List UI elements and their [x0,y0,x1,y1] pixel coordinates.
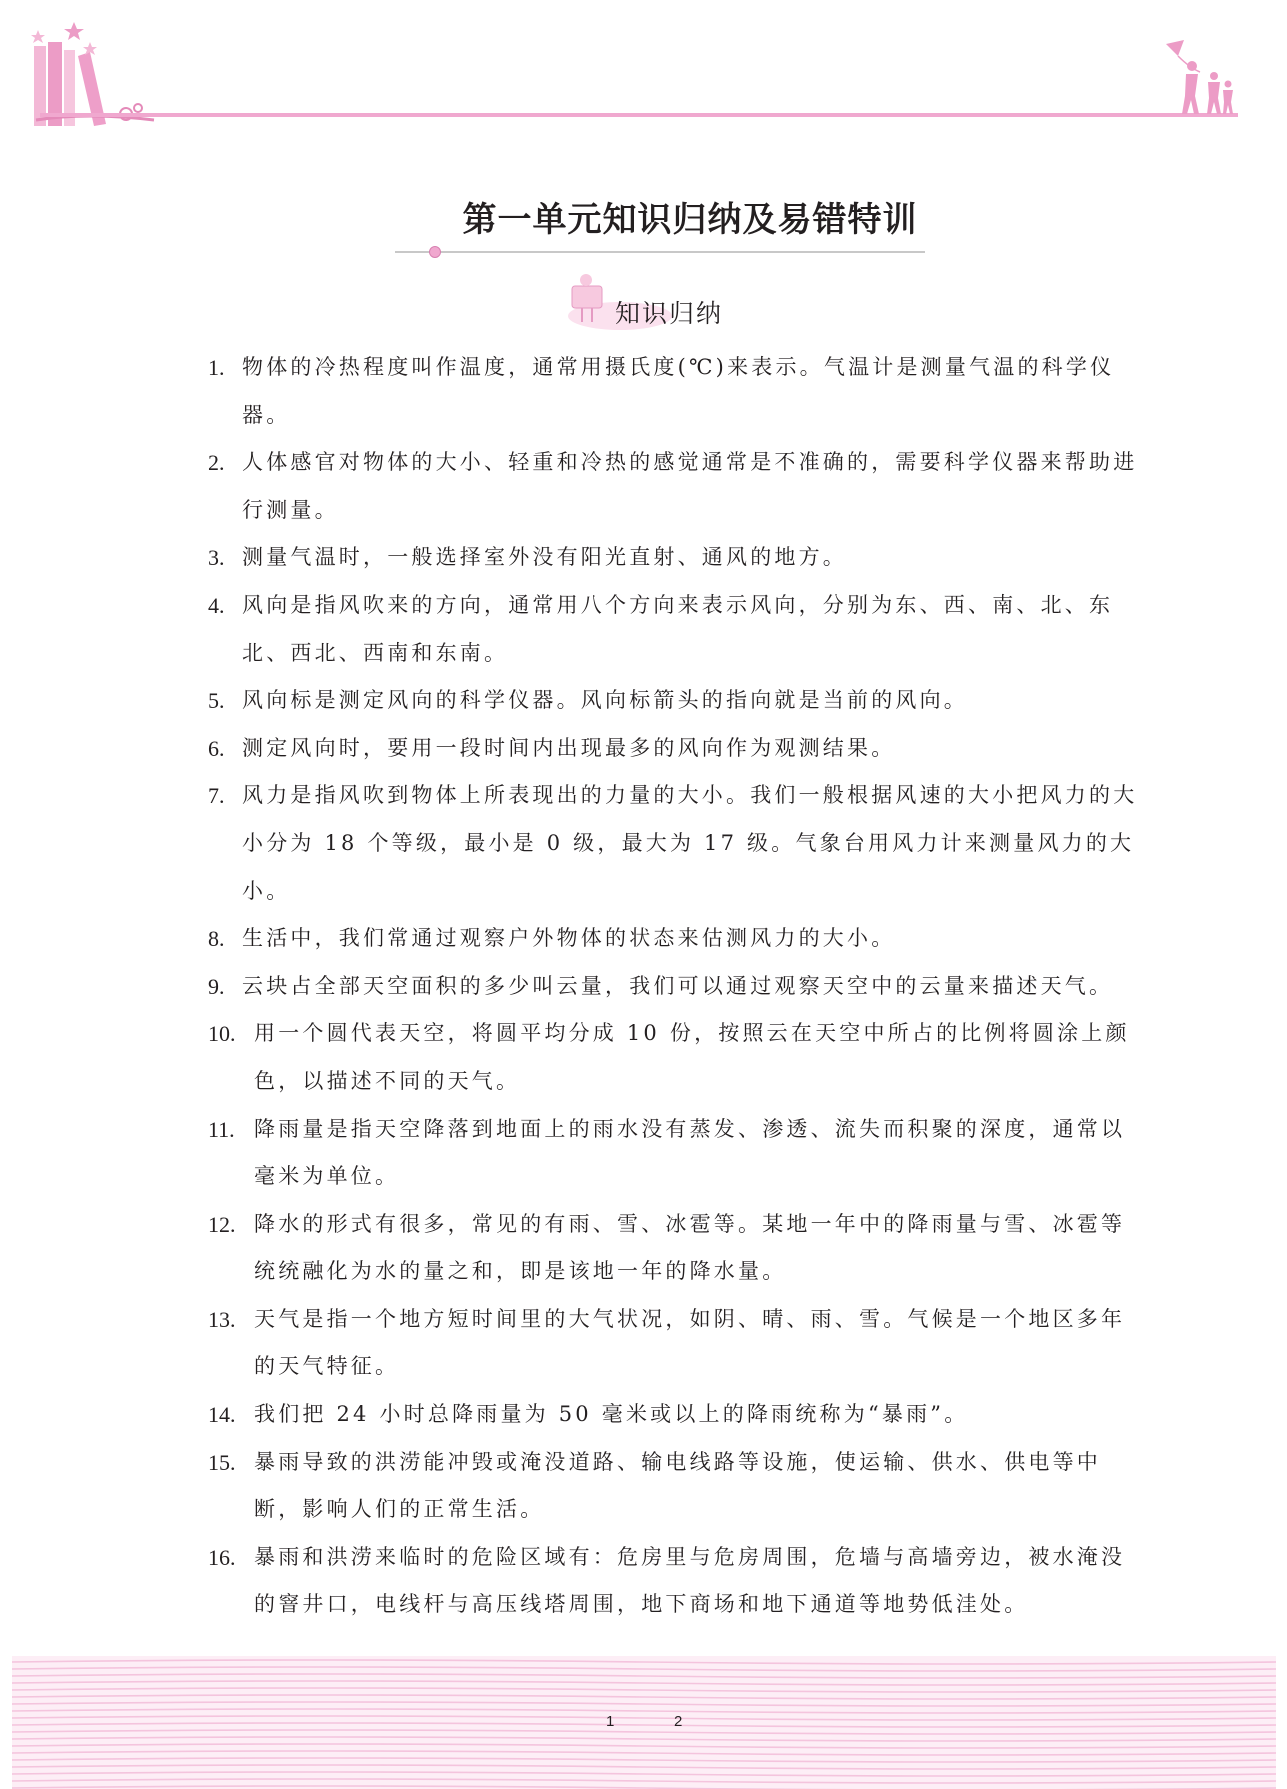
knowledge-list [208,344,1148,1629]
list-item: 8. 生活中，我们常通过观察户外物体的状态来估测风力的大小。 [208,926,896,952]
list-item: 7. 风力是指风吹到物体上所表现出的力量的大小。我们一般根据风速的大小把风力的大小分为 18 个等级，最小是 0 级，最大为 17 级。气象台用风力计来测量风力的大小。 [208,783,1138,903]
list-item: 2. 人体感官对物体的大小、轻重和冷热的感觉通常是不准确的，需要科学仪器来帮助进行测量。 [208,450,1138,522]
page-number-right: 2 [674,1713,683,1730]
list-item: 14. 我们把 24 小时总降雨量为 50 毫米或以上的降雨统称为“暴雨”。 [208,1402,969,1428]
list-item: 4. 风向是指风吹来的方向，通常用八个方向来表示风向，分别为东、西、南、北、东北、西北、西南和东南。 [208,592,1114,665]
title-underline [395,246,925,258]
list-item: 1. 物体的冷热程度叫作温度，通常用摄氏度(℃)来表示。气温计是测量气温的科学仪器。 [208,355,1115,427]
list-item: 12. 降水的形式有很多，常见的有雨、雪、冰雹等。某地一年中的降雨量与雪、冰雹等统统融化为水的量之和，即是该地一年的降水量。 [208,1211,1126,1284]
section-heading [560,270,800,330]
kite-children-icon [1160,38,1240,118]
page-title: 第一单元知识归纳及易错特训 [462,200,918,240]
section-title: 知识归纳 [615,299,724,328]
list-item: 5. 风向标是测定风向的科学仪器。风向标箭头的指向就是当前的风向。 [208,688,968,714]
list-item: 3. 测量气温时，一般选择室外没有阳光直射、通风的地方。 [208,545,847,571]
list-item: 13. 天气是指一个地方短时间里的大气状况，如阴、晴、雨、雪。气候是一个地区多年的天气特征。 [208,1306,1126,1379]
page-number-left: 1 [606,1713,615,1730]
footer-band [12,1656,1276,1789]
list-item: 9. 云块占全部天空面积的多少叫云量，我们可以通过观察天空中的云量来描述天气。 [208,973,1114,999]
header-rule [40,113,1238,117]
list-item: 11. 降雨量是指天空降落到地面上的雨水没有蒸发、渗透、流失而积聚的深度，通常以毫米为单位。 [208,1116,1126,1189]
list-item: 15. 暴雨导致的洪涝能冲毁或淹没道路、输电线路等设施，使运输、供水、供电等中断，影响人们的正常生活。 [208,1449,1101,1522]
title-block [395,198,925,242]
list-item: 6. 测定风向时，要用一段时间内出现最多的风向作为观测结果。 [208,735,896,761]
list-item: 10. 用一个圆代表天空，将圆平均分成 10 份，按照云在天空中所占的比例将圆涂上颜色，以描述不同的天气。 [208,1021,1130,1093]
list-item: 16. 暴雨和洪涝来临时的危险区域有：危房里与危房周围，危墙与高墙旁边，被水淹没的窨井口，电线杆与高压线塔周围，地下商场和地下通道等地势低洼处。 [208,1544,1126,1617]
